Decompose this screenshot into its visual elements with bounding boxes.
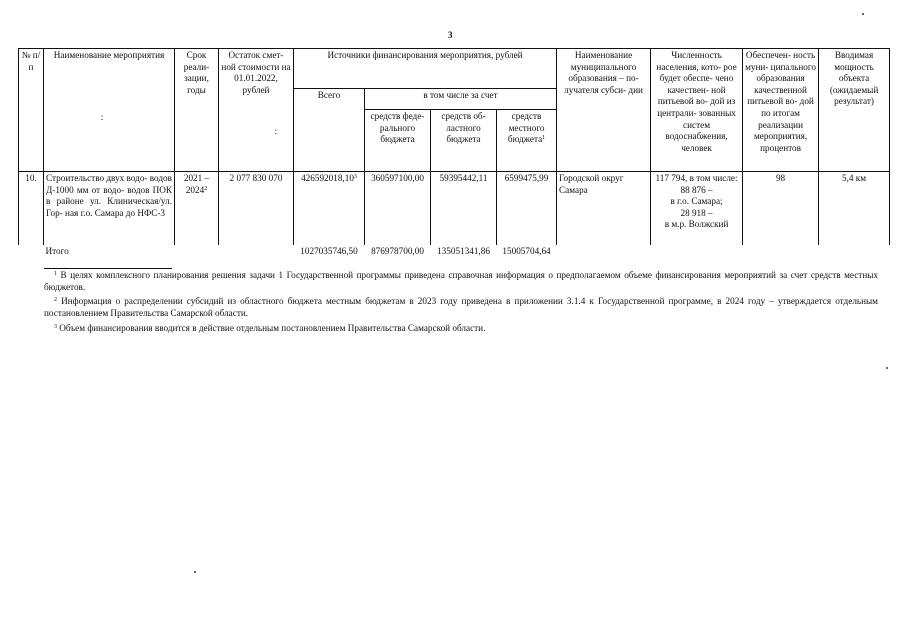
financing-table: [18, 48, 890, 261]
row-regional: 59395442,11: [431, 172, 497, 245]
footnote-3: $^3$ Объем финансирования вводится в действие отдельным постановлением Правительства Самарской области.: [54, 322, 486, 333]
scan-speck: [862, 13, 864, 15]
totals-federal: 876978700,00: [371, 245, 424, 256]
header-recipient: Наименование муниципального образования – по- лучателя субси- дии: [557, 49, 651, 172]
row-num: 10.: [19, 172, 44, 245]
header-capacity: Вводимая мощность объекта (ожидаемый результат): [819, 49, 890, 172]
header-num: № п/п: [19, 49, 44, 172]
header-total: Всего: [294, 89, 365, 172]
totals-local: 15005704,64: [502, 245, 551, 256]
scan-speck: [194, 571, 196, 573]
header-balance: Остаток смет- ной стоимости на 01.01.2022, рублей :: [219, 49, 294, 172]
header-name: Наименование мероприятия :: [44, 49, 175, 172]
row-local: 6599475,99: [497, 172, 557, 245]
row-provision: 98: [743, 172, 819, 245]
row-name: Строительство двух водо- водов Д-1000 мм от водо- водов ПОК в районе ул. Клиническая/ул. Гор- ная г.о. Самара до НФС-3: [44, 172, 175, 245]
scan-speck: [886, 367, 888, 369]
header-population: Численность населения, кото- рое будет обеспе- чено качествен- ной питьевой во- дой из централи- зованных систем водоснабжения, человек: [651, 49, 743, 172]
totals-regional: 135051341,86: [437, 245, 490, 256]
header-period: Срок реали- зации, годы: [175, 49, 219, 172]
totals-label: Итого: [45, 245, 69, 256]
footnote-2: $^2$ Информация о распределении субсидий из областного бюджета местным бюджетам в 2023 году приведена в приложении 3.1.4 к Государственной программе, в 2024 году – утверждается отдельным постановлением Правительства Самарской области.: [44, 296, 878, 319]
row-recipient: Городской округ Самара: [557, 172, 651, 245]
row-federal: 360597100,00: [365, 172, 431, 245]
page-number: 3: [448, 30, 453, 40]
row-total: 426592018,10$^3$: [294, 172, 365, 245]
footnotes: [44, 270, 878, 338]
header-regional: средств об- ластного бюджета: [431, 110, 497, 172]
header-sources: Источники финансирования мероприятия, рублей: [294, 49, 557, 89]
row-period: 2021 – 2024$^2$: [175, 172, 219, 245]
header-including: в том числе за счет: [365, 89, 557, 110]
footnote-divider: [44, 268, 172, 269]
totals-row: [19, 245, 890, 261]
totals-total: 1027035746,50: [300, 245, 358, 256]
header-provision: Обеспечен- ность муни- ципального образования качественной питьевой во- дой по итогам реализации мероприятия, процентов: [743, 49, 819, 172]
table-row: [19, 172, 890, 245]
row-balance: 2 077 830 070: [219, 172, 294, 245]
footnote-1: $^1$ В целях комплексного планирования решения задачи 1 Государственной программы приведена справочная информация о предполагаемом объеме финансирования мероприятий за счет средств местных бюджетов.: [44, 270, 879, 292]
header-local: средств местного бюджета$^1$: [497, 110, 557, 172]
row-capacity: 5,4 км: [819, 172, 890, 245]
row-population: 117 794, в том числе: 88 876 – в г.о. Самара; 28 918 – в м.р. Волжский: [651, 172, 743, 245]
header-federal: средств феде- рального бюджета: [365, 110, 431, 172]
